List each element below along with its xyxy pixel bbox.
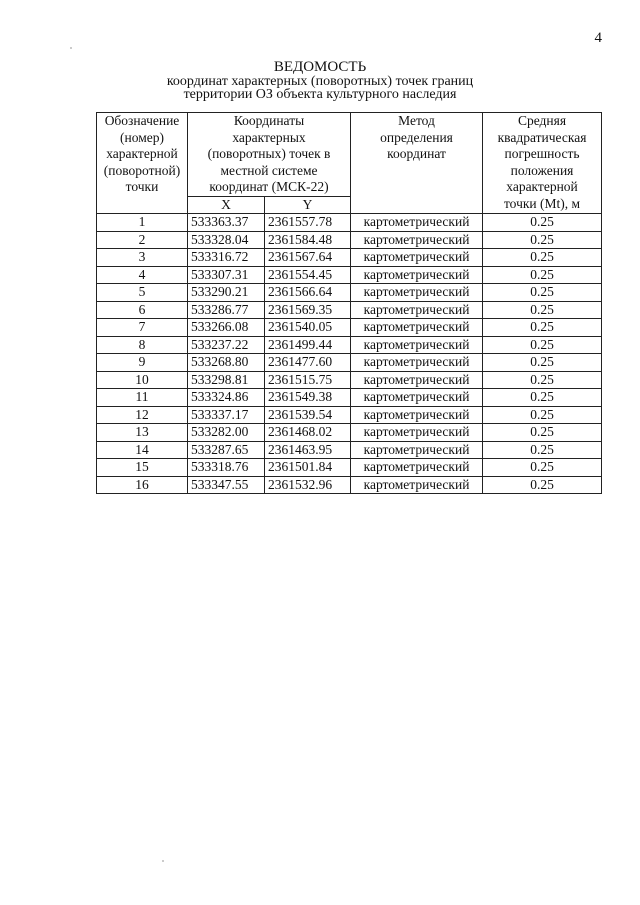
point-number-cell: 3 <box>97 249 188 267</box>
header-line: характерной <box>106 146 178 161</box>
method-cell: картометрический <box>351 354 483 372</box>
header-line: координат (МСК-22) <box>209 179 329 194</box>
point-number-cell: 15 <box>97 459 188 477</box>
method-cell: картометрический <box>351 389 483 407</box>
document-heading <box>0 59 640 101</box>
error-cell: 0.25 <box>483 319 602 337</box>
point-number-cell: 16 <box>97 476 188 494</box>
method-cell: картометрический <box>351 231 483 249</box>
header-line: погрешность <box>504 146 580 161</box>
method-cell: картометрический <box>351 476 483 494</box>
error-cell: 0.25 <box>483 406 602 424</box>
y-coordinate-cell: 2361584.48 <box>265 231 351 249</box>
method-cell: картометрический <box>351 266 483 284</box>
x-coordinate-cell: 533318.76 <box>188 459 265 477</box>
x-coordinate-cell: 533324.86 <box>188 389 265 407</box>
x-coordinate-cell: 533316.72 <box>188 249 265 267</box>
header-line: характерных <box>232 129 306 145</box>
y-coordinate-cell: 2361540.05 <box>265 319 351 337</box>
y-coordinate-cell: 2361463.95 <box>265 441 351 459</box>
x-coordinate-cell: 533347.55 <box>188 476 265 494</box>
document-subtitle-line-1: координат характерных (поворотных) точек границ <box>166 74 474 89</box>
header-line: Средняя <box>517 113 567 128</box>
header-line: характерной <box>506 179 578 194</box>
point-number-cell: 11 <box>97 389 188 407</box>
point-number-cell: 6 <box>97 301 188 319</box>
table-row <box>97 284 602 302</box>
method-cell: картометрический <box>351 249 483 267</box>
table-row <box>97 231 602 249</box>
error-cell: 0.25 <box>483 214 602 232</box>
method-cell: картометрический <box>351 459 483 477</box>
y-coordinate-cell: 2361468.02 <box>265 424 351 442</box>
error-cell: 0.25 <box>483 424 602 442</box>
method-cell: картометрический <box>351 371 483 389</box>
header-line: (поворотной) <box>103 162 181 178</box>
table-row <box>97 336 602 354</box>
header-line: (поворотных) точек в <box>207 146 331 161</box>
y-coordinate-cell: 2361557.78 <box>265 214 351 232</box>
x-coordinate-cell: 533282.00 <box>188 424 265 442</box>
point-number-cell: 9 <box>97 354 188 372</box>
table-row <box>97 319 602 337</box>
point-number-cell: 12 <box>97 406 188 424</box>
header-coordinates <box>188 113 351 197</box>
point-number-cell: 7 <box>97 319 188 337</box>
method-cell: картометрический <box>351 406 483 424</box>
error-cell: 0.25 <box>483 336 602 354</box>
x-coordinate-cell: 533337.17 <box>188 406 265 424</box>
table-row <box>97 406 602 424</box>
header-line: точки <box>125 179 159 194</box>
document-title: ВЕДОМОСТЬ <box>273 59 367 75</box>
y-coordinate-cell: 2361554.45 <box>265 266 351 284</box>
table-row <box>97 301 602 319</box>
header-line: координат <box>387 146 446 161</box>
x-coordinate-cell: 533237.22 <box>188 336 265 354</box>
scan-speck <box>162 860 164 862</box>
x-coordinate-cell: 533363.37 <box>188 214 265 232</box>
header-line: квадратическая <box>497 129 587 145</box>
table-row <box>97 424 602 442</box>
error-cell: 0.25 <box>483 284 602 302</box>
error-cell: 0.25 <box>483 249 602 267</box>
document-subtitle-line-2: территории ОЗ объекта культурного наследия <box>183 87 457 102</box>
header-line: положения <box>510 162 574 178</box>
y-coordinate-cell: 2361567.64 <box>265 249 351 267</box>
header-y: Y <box>265 196 351 214</box>
y-coordinate-cell: 2361539.54 <box>265 406 351 424</box>
error-cell: 0.25 <box>483 231 602 249</box>
method-cell: картометрический <box>351 424 483 442</box>
header-line: точки (Mt), м <box>503 195 581 211</box>
table-row <box>97 249 602 267</box>
table-row <box>97 214 602 232</box>
y-coordinate-cell: 2361499.44 <box>265 336 351 354</box>
scan-speck <box>70 47 72 49</box>
x-coordinate-cell: 533328.04 <box>188 231 265 249</box>
table-row <box>97 371 602 389</box>
header-x: X <box>188 196 265 214</box>
header-line: Обозначение <box>104 113 180 128</box>
y-coordinate-cell: 2361549.38 <box>265 389 351 407</box>
table-row <box>97 476 602 494</box>
coordinates-table <box>96 112 602 494</box>
table-row <box>97 389 602 407</box>
x-coordinate-cell: 533307.31 <box>188 266 265 284</box>
x-coordinate-cell: 533290.21 <box>188 284 265 302</box>
method-cell: картометрический <box>351 319 483 337</box>
x-coordinate-cell: 533298.81 <box>188 371 265 389</box>
x-coordinate-cell: 533287.65 <box>188 441 265 459</box>
error-cell: 0.25 <box>483 441 602 459</box>
point-number-cell: 1 <box>97 214 188 232</box>
error-cell: 0.25 <box>483 459 602 477</box>
y-coordinate-cell: 2361501.84 <box>265 459 351 477</box>
error-cell: 0.25 <box>483 301 602 319</box>
header-method <box>351 113 483 214</box>
method-cell: картометрический <box>351 284 483 302</box>
table-row <box>97 441 602 459</box>
table-row <box>97 354 602 372</box>
point-number-cell: 5 <box>97 284 188 302</box>
header-line: местной системе <box>220 162 318 178</box>
y-coordinate-cell: 2361515.75 <box>265 371 351 389</box>
method-cell: картометрический <box>351 336 483 354</box>
header-error <box>483 113 602 214</box>
method-cell: картометрический <box>351 441 483 459</box>
error-cell: 0.25 <box>483 354 602 372</box>
error-cell: 0.25 <box>483 371 602 389</box>
point-number-cell: 2 <box>97 231 188 249</box>
point-number-cell: 13 <box>97 424 188 442</box>
table-row <box>97 459 602 477</box>
y-coordinate-cell: 2361569.35 <box>265 301 351 319</box>
point-number-cell: 4 <box>97 266 188 284</box>
y-coordinate-cell: 2361477.60 <box>265 354 351 372</box>
header-line: (номер) <box>120 129 164 145</box>
error-cell: 0.25 <box>483 389 602 407</box>
x-coordinate-cell: 533268.80 <box>188 354 265 372</box>
point-number-cell: 8 <box>97 336 188 354</box>
x-coordinate-cell: 533266.08 <box>188 319 265 337</box>
page-number: 4 <box>594 30 602 46</box>
y-coordinate-cell: 2361566.64 <box>265 284 351 302</box>
table-row <box>97 266 602 284</box>
x-coordinate-cell: 533286.77 <box>188 301 265 319</box>
header-line: Координаты <box>233 113 305 128</box>
point-number-cell: 10 <box>97 371 188 389</box>
header-line: Метод <box>398 113 435 128</box>
method-cell: картометрический <box>351 214 483 232</box>
point-number-cell: 14 <box>97 441 188 459</box>
y-coordinate-cell: 2361532.96 <box>265 476 351 494</box>
header-point-number <box>97 113 188 214</box>
method-cell: картометрический <box>351 301 483 319</box>
error-cell: 0.25 <box>483 476 602 494</box>
error-cell: 0.25 <box>483 266 602 284</box>
header-line: определения <box>380 129 453 145</box>
